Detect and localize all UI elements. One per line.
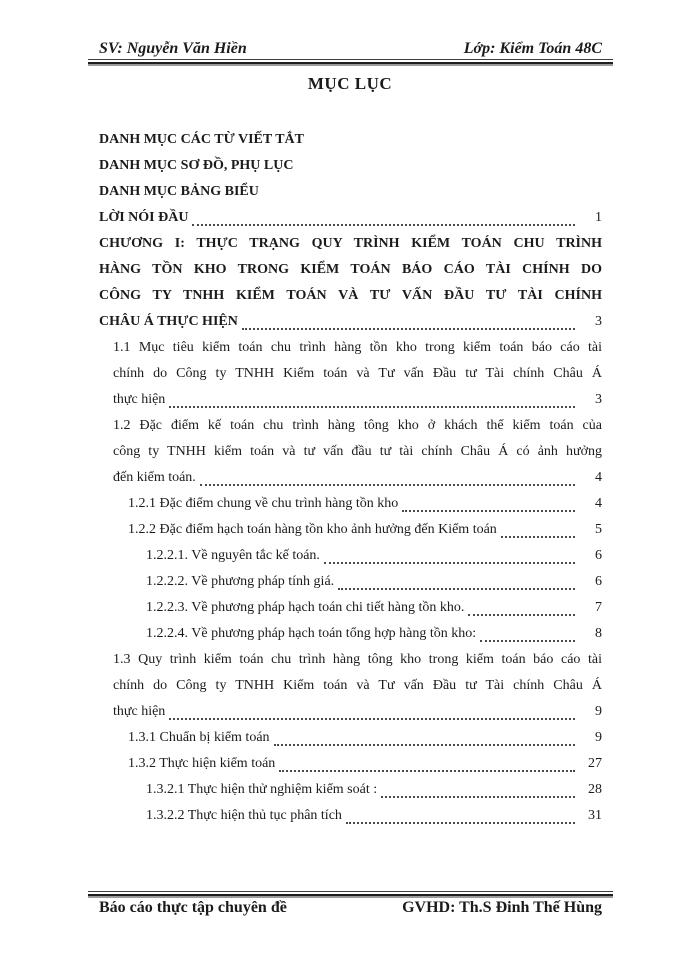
footer-report-type: Báo cáo thực tập chuyên đề <box>99 899 287 916</box>
page-number: 4 <box>595 470 602 485</box>
toc-entry-text: 1.3.2.1 Thực hiện thử nghiệm kiểm soát : <box>146 782 378 797</box>
toc-entry <box>99 543 602 569</box>
toc-entry-line: 1.1 Mục tiêu kiểm toán chu trình hàng tồn kho trong kiểm toán báo cáo tài <box>113 340 602 355</box>
toc-entry <box>99 127 602 153</box>
dot-leader <box>242 328 575 330</box>
toc-entry-text: 1.3.1 Chuẩn bị kiểm toán <box>128 730 270 745</box>
toc-entry-text: 1.3.2.2 Thực hiện thủ tục phân tích <box>146 808 342 823</box>
toc-entry-line: công ty TNHH kiểm toán và tư vấn đầu tư tài chính Châu Á có ảnh hưởng <box>113 444 602 459</box>
toc-entry-line: 1.2 Đặc điểm kế toán chu trình hàng tông kho ở khách thể kiểm toán của <box>113 418 602 433</box>
toc-entry <box>99 803 602 829</box>
toc-entry <box>99 569 602 595</box>
toc-entry-text: thực hiện <box>113 704 166 719</box>
toc-entry-text: 1.2.2.3. Về phương pháp hạch toán chi tiết hàng tồn kho. <box>146 600 465 615</box>
toc-entry <box>99 335 602 413</box>
toc-entry <box>99 621 602 647</box>
dot-leader <box>346 822 575 824</box>
page-number: 7 <box>595 600 602 615</box>
toc-entry <box>99 205 602 231</box>
header-student-name: SV: Nguyễn Văn Hiền <box>99 40 247 57</box>
page-number: 9 <box>595 730 602 745</box>
dot-leader <box>279 770 575 772</box>
page-number: 27 <box>588 756 602 771</box>
toc-entry-text: 1.2.2.4. Về phương pháp hạch toán tổng hợp hàng tồn kho: <box>146 626 477 641</box>
toc-entry-text: 1.2.2.1. Về nguyên tắc kế toán. <box>146 548 320 563</box>
toc-entry-text: 1.2.2.2. Về phương pháp tính giá. <box>146 574 335 589</box>
header-rule <box>88 59 613 66</box>
page-title: MỤC LỤC <box>307 74 393 93</box>
toc-entry-text: DANH MỤC CÁC TỪ VIẾT TẮT <box>99 132 304 147</box>
page-number: 31 <box>588 808 602 823</box>
toc-entry-line: 1.3 Quy trình kiểm toán chu trình hàng tông kho trong kiểm toán báo cáo tài <box>113 652 602 667</box>
table-of-contents <box>99 127 602 829</box>
toc-entry <box>99 153 602 179</box>
toc-entry-text: DANH MỤC BẢNG BIỂU <box>99 184 259 199</box>
dot-leader <box>480 640 575 642</box>
toc-entry <box>99 231 602 335</box>
toc-entry <box>99 517 602 543</box>
toc-entry-text: 1.3.2 Thực hiện kiểm toán <box>128 756 276 771</box>
page-number: 3 <box>595 392 602 407</box>
dot-leader <box>169 406 575 408</box>
header-rule-thick-line <box>88 62 613 66</box>
toc-entry <box>99 413 602 491</box>
footer-rule-thick-line <box>88 894 613 898</box>
page-number: 8 <box>595 626 602 641</box>
footer-rule <box>88 891 613 898</box>
dot-leader <box>274 744 575 746</box>
footer-supervisor-name: GVHD: Th.S Đinh Thế Hùng <box>402 899 602 916</box>
page-number: 28 <box>588 782 602 797</box>
dot-leader <box>338 588 575 590</box>
dot-leader <box>200 484 575 486</box>
page-number: 6 <box>595 548 602 563</box>
toc-entry-text: đến kiểm toán. <box>113 470 196 485</box>
page-number: 9 <box>595 704 602 719</box>
toc-entry-text: DANH MỤC SƠ ĐỒ, PHỤ LỤC <box>99 158 294 173</box>
toc-entry <box>99 777 602 803</box>
toc-entry-line: CÔNG TY TNHH KIỂM TOÁN VÀ TƯ VẤN ĐẦU TƯ TÀI CHÍNH <box>99 288 602 303</box>
footer-rule-thin-line <box>88 891 613 892</box>
page-number: 3 <box>595 314 602 329</box>
toc-entry-line: CHƯƠNG I: THỰC TRẠNG QUY TRÌNH KIỂM TOÁN CHU TRÌNH <box>99 236 602 251</box>
toc-entry <box>99 725 602 751</box>
toc-entry-line: chính do Công ty TNHH Kiểm toán và Tư vấn Đầu tư Tài chính Châu Á <box>113 366 602 381</box>
dot-leader <box>468 614 575 616</box>
toc-entry <box>99 751 602 777</box>
page-number: 1 <box>595 210 602 225</box>
toc-entry-text: CHÂU Á THỰC HIỆN <box>99 314 238 329</box>
toc-entry-line: chính do Công ty TNHH Kiểm toán và Tư vấn Đầu tư Tài chính Châu Á <box>113 678 602 693</box>
toc-entry <box>99 647 602 725</box>
toc-entry <box>99 595 602 621</box>
page-number: 4 <box>595 496 602 511</box>
dot-leader <box>381 796 575 798</box>
dot-leader <box>501 536 575 538</box>
toc-entry <box>99 179 602 205</box>
header-rule-thin-line <box>88 59 613 60</box>
dot-leader <box>324 562 575 564</box>
page-footer <box>99 899 602 917</box>
dot-leader <box>402 510 575 512</box>
page-header <box>99 40 602 58</box>
toc-entry-text: LỜI NÓI ĐẦU <box>99 210 189 225</box>
toc-entry-text: thực hiện <box>113 392 166 407</box>
toc-entry-text: 1.2.1 Đặc điểm chung về chu trình hàng tồn kho <box>128 496 399 511</box>
dot-leader <box>192 224 575 226</box>
page-number: 6 <box>595 574 602 589</box>
toc-entry-text: 1.2.2 Đặc điểm hạch toán hàng tồn kho ảnh hưởng đến Kiểm toán <box>128 522 497 537</box>
header-class-name: Lớp: Kiểm Toán 48C <box>463 40 602 57</box>
page-number: 5 <box>595 522 602 537</box>
toc-entry-line: HÀNG TỒN KHO TRONG KIỂM TOÁN BÁO CÁO TÀI CHÍNH DO <box>99 262 602 277</box>
dot-leader <box>169 718 575 720</box>
toc-entry <box>99 491 602 517</box>
